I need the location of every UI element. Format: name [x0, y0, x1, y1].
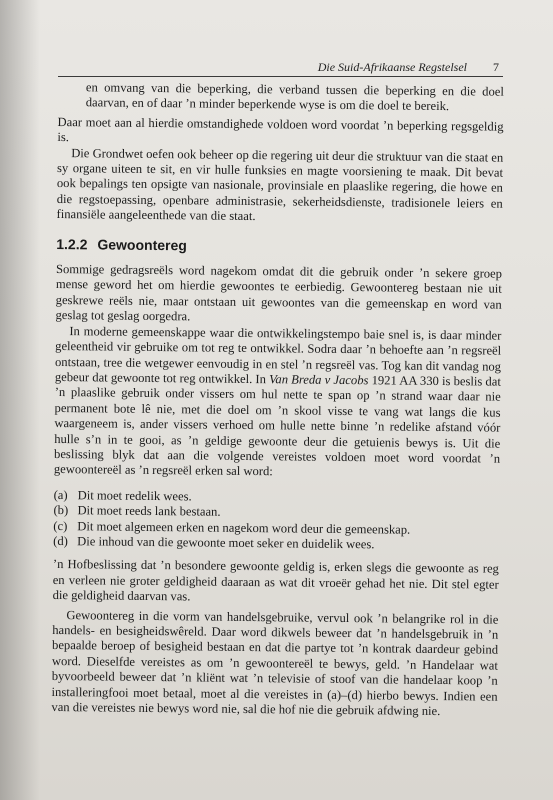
requirements-list — [53, 488, 500, 554]
paragraph: Sommige gedragsreëls word nagekom omdat dit die gebruik onder ’n sekere groep mense geword het om hierdie gewoontes te eerbiedig. Gewoontereg bestaan nie uit geskrewe reëls nie, maar ontstaan uit gewoontes van die gemeenskap en word van geslag tot geslag oorgedra. — [55, 262, 503, 324]
paragraph: Daar moet aan al hierdie omstandighede voldoen word voordat ’n beperking regsgeldig is. — [57, 114, 504, 145]
list-item — [53, 534, 499, 554]
paragraph: Gewoontereg in die vorm van handelsgebruike, vervul ook ’n belangrike rol in die handels- en besigheidswêreld. Daar word dikwels beweer dat ’n handelsgebruik in ’n bepaalde beroep of besigheid bestaan en dat die partye tot ’n kontrak daardeur gebind word. Dieselfde vereistes as om ’n gewoontereël te bewys, geld. ’n Handelaar wat byvoorbeeld beweer dat ’n kliënt wat ’n televisie of stoof van die handelaar koop ’n installeringfooi moet betaal, moet al die vereistes in (a)–(d) hierbo bewys. Indien een van die vereistes nie bewys word nie, sal die hof nie die gebruik afdwing nie. — [51, 607, 499, 719]
section-title: Gewoontereg — [97, 236, 187, 254]
list-marker: (b) — [53, 503, 69, 518]
section-number: 1.2.2 — [56, 235, 88, 252]
list-marker: (a) — [53, 487, 68, 502]
case-name: Van Breda v Jacobs — [269, 372, 369, 388]
page-number: 7 — [493, 60, 499, 74]
paragraph-text-after: 1921 AA 330 is beslis dat ’n plaaslike gebruik onder vissers om hul nette te span op ’n strand waar daar nie permanent bote lê nie, met die doel om ’n skool visse te vang wat langs die kus waargeneem is, ander vissers verhoed om hulle nette binne ’n redelike afstand vóór hulle s’n in te gooi, as ’n geldige gewoonte deur die getuienis bewys is. Uit die beslissing blyk dat aan die volgende vereistes voldoen moet word voordat ’n gewoontereël as ’n regsreël erken sal word: — [53, 373, 501, 479]
list-text: Dit moet redelik wees. — [77, 487, 192, 504]
list-marker: (d) — [53, 533, 68, 549]
list-text: Dit moet algemeen erken en nagekom word deur die gemeenskap. — [77, 518, 411, 537]
running-header — [58, 54, 503, 77]
page-body — [51, 80, 504, 720]
paragraph: Die Grondwet oefen ook beheer op die regering uit deur die struktuur van die staat en sy organe uiteen te sit, en vir hulle funksies en magte voorsiening te maak. Dit bevat ook bepalings ten opsigte van nasionale, provinsiale en plaaslike regering, die howe en die regstoepassing, openbare administrasie, sekerheidsdienste, tradisionele leiers en finansiële aangeleenthede van die staat. — [56, 145, 504, 224]
paragraph: ’n Hofbeslissing dat ’n besondere gewoonte geldig is, erken slegs die gewoonte as reg en verleen nie groter geldigheid daaraan as wat dit vroeër gehad het nie. Dit stel egter die geldigheid daarvan vas. — [52, 557, 499, 604]
section-heading — [56, 237, 502, 257]
running-title: Die Suid-Afrikaanse Regstelsel — [317, 60, 467, 74]
page-gutter-shadow — [0, 0, 40, 800]
list-text: Dit moet reeds lank bestaan. — [77, 503, 221, 519]
paragraph-case — [54, 324, 502, 483]
paragraph-text-before: In moderne gemeenskappe waar die ontwikkelingstempo baie snel is, is daar minder geleentheid vir gebruike om tot reg te ontwikkel. Sodra daar ’n behoefte aan ’n regsreël ontstaan, tree die wetgewer eenvoudig in en stel ’n regsreël vas. Tog kan dit vandag nog gebeur dat gewoonte tot reg ontwikkel. In — [54, 323, 502, 387]
list-marker: (c) — [53, 518, 68, 533]
list-text: Die inhoud van die gewoonte moet seker en duidelik wees. — [77, 534, 375, 552]
paragraph-continuation: en omvang van die beperking, die verband tussen die beperking en die doel daarvan, en of daar ’n minder beperkende wyse is om die doel te bereik. — [85, 80, 504, 114]
